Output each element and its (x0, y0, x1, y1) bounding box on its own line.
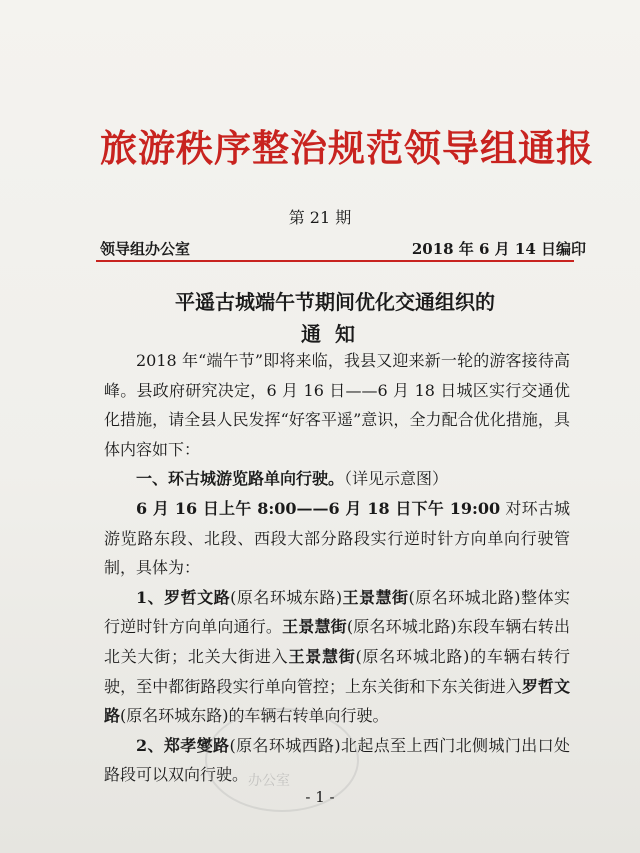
item1-text-h: (原名环城北路)的车辆右转行驶，至中都街路段实行单向管控；上东关街和下东关街进入 (104, 646, 570, 696)
time-range: 6 月 16 日上午 8:00——6 月 18 日下午 19:00 (136, 498, 501, 518)
issue-number: 第 21 期 (288, 208, 352, 227)
item1-paragraph (104, 583, 570, 731)
bulletin-title: 旅游秩序整治规范领导组通报 (100, 126, 594, 170)
road-name-wangjinghui-2: 王景慧街 (282, 617, 347, 637)
section1-paragraph (104, 464, 570, 494)
notice-title-line2: 通知 (301, 322, 369, 346)
time-paragraph-text: 对环古城游览路东段、北段、西段大部分路段实行逆时针方向单向行驶管制，具体为： (104, 498, 570, 578)
road-name-luozhewen-2: 罗哲文路 (104, 676, 570, 726)
item2-text: (原名环城西路)北起点至上西门北侧城门出口处路段可以双向行驶。 (104, 735, 570, 785)
road-name-wangjinghui-3: 王景慧街 (288, 646, 356, 666)
road-name-zhengxiaoxie: 2、郑孝燮路 (136, 735, 230, 755)
road-name-luozhewen: 1、罗哲文路 (136, 587, 231, 607)
notice-title-line1: 平遥古城端午节期间优化交通组织的 (175, 290, 495, 314)
item1-text-j: (原名环城东路)的车辆右转单向行驶。 (120, 706, 389, 726)
seal-text: 办公室 (248, 773, 290, 789)
red-divider-rule (96, 260, 574, 262)
item1-text-f: (原名环城北路)东段车辆右转出北关大街；北关大街进入 (104, 617, 570, 666)
road-name-wangjinghui: 王景慧街 (342, 587, 409, 607)
item1-text-d: (原名环城北路)整体实行逆时针方向单向通行。 (104, 587, 570, 637)
item1-text-b: (原名环城东路) (230, 587, 343, 607)
section1-note: （详见示意图） (344, 469, 449, 489)
time-paragraph (104, 494, 570, 583)
section1-heading: 一、环古城游览路单向行驶。 (136, 469, 345, 489)
page-number: - 1 - (305, 788, 335, 806)
issuing-office: 领导组办公室 (100, 240, 191, 258)
intro-paragraph: 2018 年“端午节”即将来临，我县又迎来新一轮的游客接待高峰。县政府研究决定，6 月 16 日——6 月 18 日城区实行交通优化措施，请全县人民发挥“好客平遥”意识，全力配合优化措施，具体内容如下： (104, 351, 570, 459)
issue-date: 2018 年 6 月 14 日编印 (411, 240, 586, 258)
